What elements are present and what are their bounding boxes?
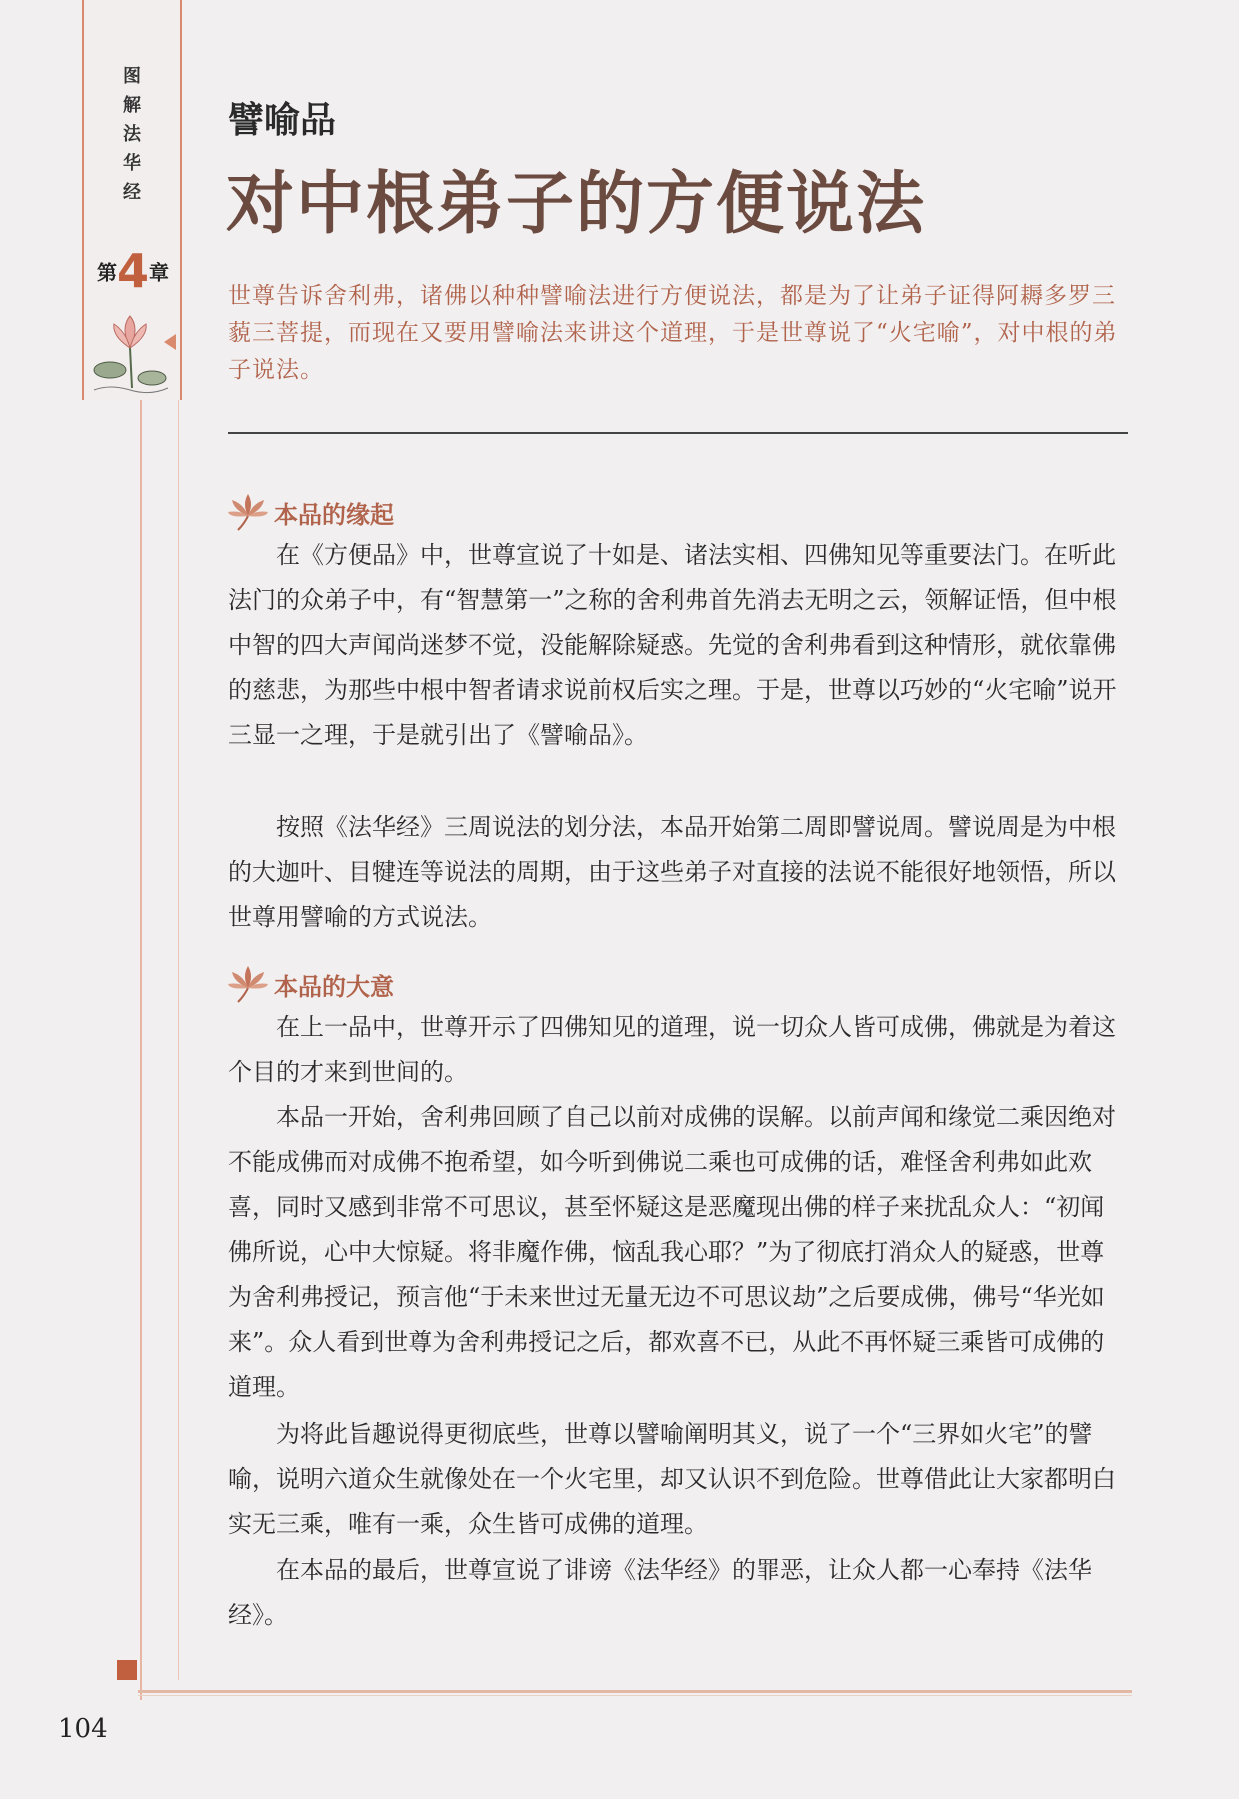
book-title-char: 经 xyxy=(123,182,141,203)
tab-marker xyxy=(164,334,176,350)
page-number: 104 xyxy=(58,1714,108,1744)
book-title-char: 图 xyxy=(123,66,141,87)
lotus-bullet-icon xyxy=(226,964,270,1004)
chapter-subtitle: 譬喻品 xyxy=(228,99,337,141)
footer-square-marker xyxy=(117,1660,137,1680)
section-heading-text: 本品的大意 xyxy=(274,972,394,1001)
paragraph: 在本品的最后，世尊宣说了诽谤《法华经》的罪恶，让众人都一心奉持《法华经》。 xyxy=(228,1556,1092,1629)
chapter-number: 4 xyxy=(116,244,149,298)
chapter-prefix: 第 xyxy=(96,260,117,285)
book-title-vertical xyxy=(84,62,180,207)
paragraph: 在《方便品》中，世尊宣说了十如是、诸法实相、四佛知见等重要法门。在听此法门的众弟子中，有“智慧第一”之称的舍利弗首先消去无明之云，领解证悟，但中根中智的四大声闻尚迷梦不觉，没能解除疑惑。先觉的舍利弗看到这种情形，就依靠佛的慈悲，为那些中根中智者请求说前权后实之理。于是，世尊以巧妙的“火宅喻”说开三显一之理，于是就引出了《譬喻品》。 xyxy=(228,541,1117,749)
footer-rule-thin xyxy=(138,1695,1132,1696)
paragraph: 本品一开始，舍利弗回顾了自己以前对成佛的误解。以前声闻和缘觉二乘因绝对不能成佛而对成佛不抱希望，如今听到佛说二乘也可成佛的话，难怪舍利弗如此欢喜，同时又感到非常不可思议，甚至怀疑这是恶魔现出佛的样子来扰乱众人：“初闻佛所说，心中大惊疑。将非魔作佛，恼乱我心耶？”为了彻底打消众人的疑惑，世尊为舍利弗授记，预言他“于未来世过无量无边不可思议劫”之后要成佛，佛号“华光如来”。众人看到世尊为舍利弗授记之后，都欢喜不已，从此不再怀疑三乘皆可成佛的道理。 xyxy=(228,1103,1116,1401)
paragraph: 按照《法华经》三周说法的划分法，本品开始第二周即譬说周。譬说周是为中根的大迦叶、目犍连等说法的周期，由于这些弟子对直接的法说不能很好地领悟，所以世尊用譬喻的方式说法。 xyxy=(228,813,1116,931)
lotus-illustration-icon xyxy=(90,308,172,394)
footer-rule xyxy=(138,1690,1132,1693)
section-heading-summary xyxy=(226,964,394,1004)
divider xyxy=(228,432,1128,434)
lotus-bullet-icon xyxy=(226,492,270,532)
intro-paragraph xyxy=(228,278,1128,389)
section-heading-origin xyxy=(226,492,394,532)
book-title-char: 解 xyxy=(123,95,141,116)
paragraph: 在上一品中，世尊开示了四佛知见的道理，说一切众人皆可成佛，佛就是为着这个目的才来到世间的。 xyxy=(228,1013,1116,1086)
book-title-char: 华 xyxy=(123,153,141,174)
book-title-char: 法 xyxy=(123,124,141,145)
chapter-label xyxy=(88,244,178,298)
section-heading-text: 本品的缘起 xyxy=(274,500,394,529)
chapter-suffix: 章 xyxy=(149,260,169,285)
intro-text: 世尊告诉舍利弗，诸佛以种种譬喻法进行方便说法，都是为了让弟子证得阿耨多罗三藐三菩提，而现在又要用譬喻法来讲这个道理，于是世尊说了“火宅喻”，对中根的弟子说法。 xyxy=(228,283,1118,383)
page-title: 对中根弟子的方便说法 xyxy=(226,164,927,244)
paragraph: 为将此旨趣说得更彻底些，世尊以譬喻阐明其义，说了一个“三界如火宅”的譬喻，说明六道众生就像处在一个火宅里，却又认识不到危险。世尊借此让大家都明白实无三乘，唯有一乘，众生皆可成佛的道理。 xyxy=(228,1420,1116,1538)
spine-inner-line xyxy=(178,400,179,1680)
